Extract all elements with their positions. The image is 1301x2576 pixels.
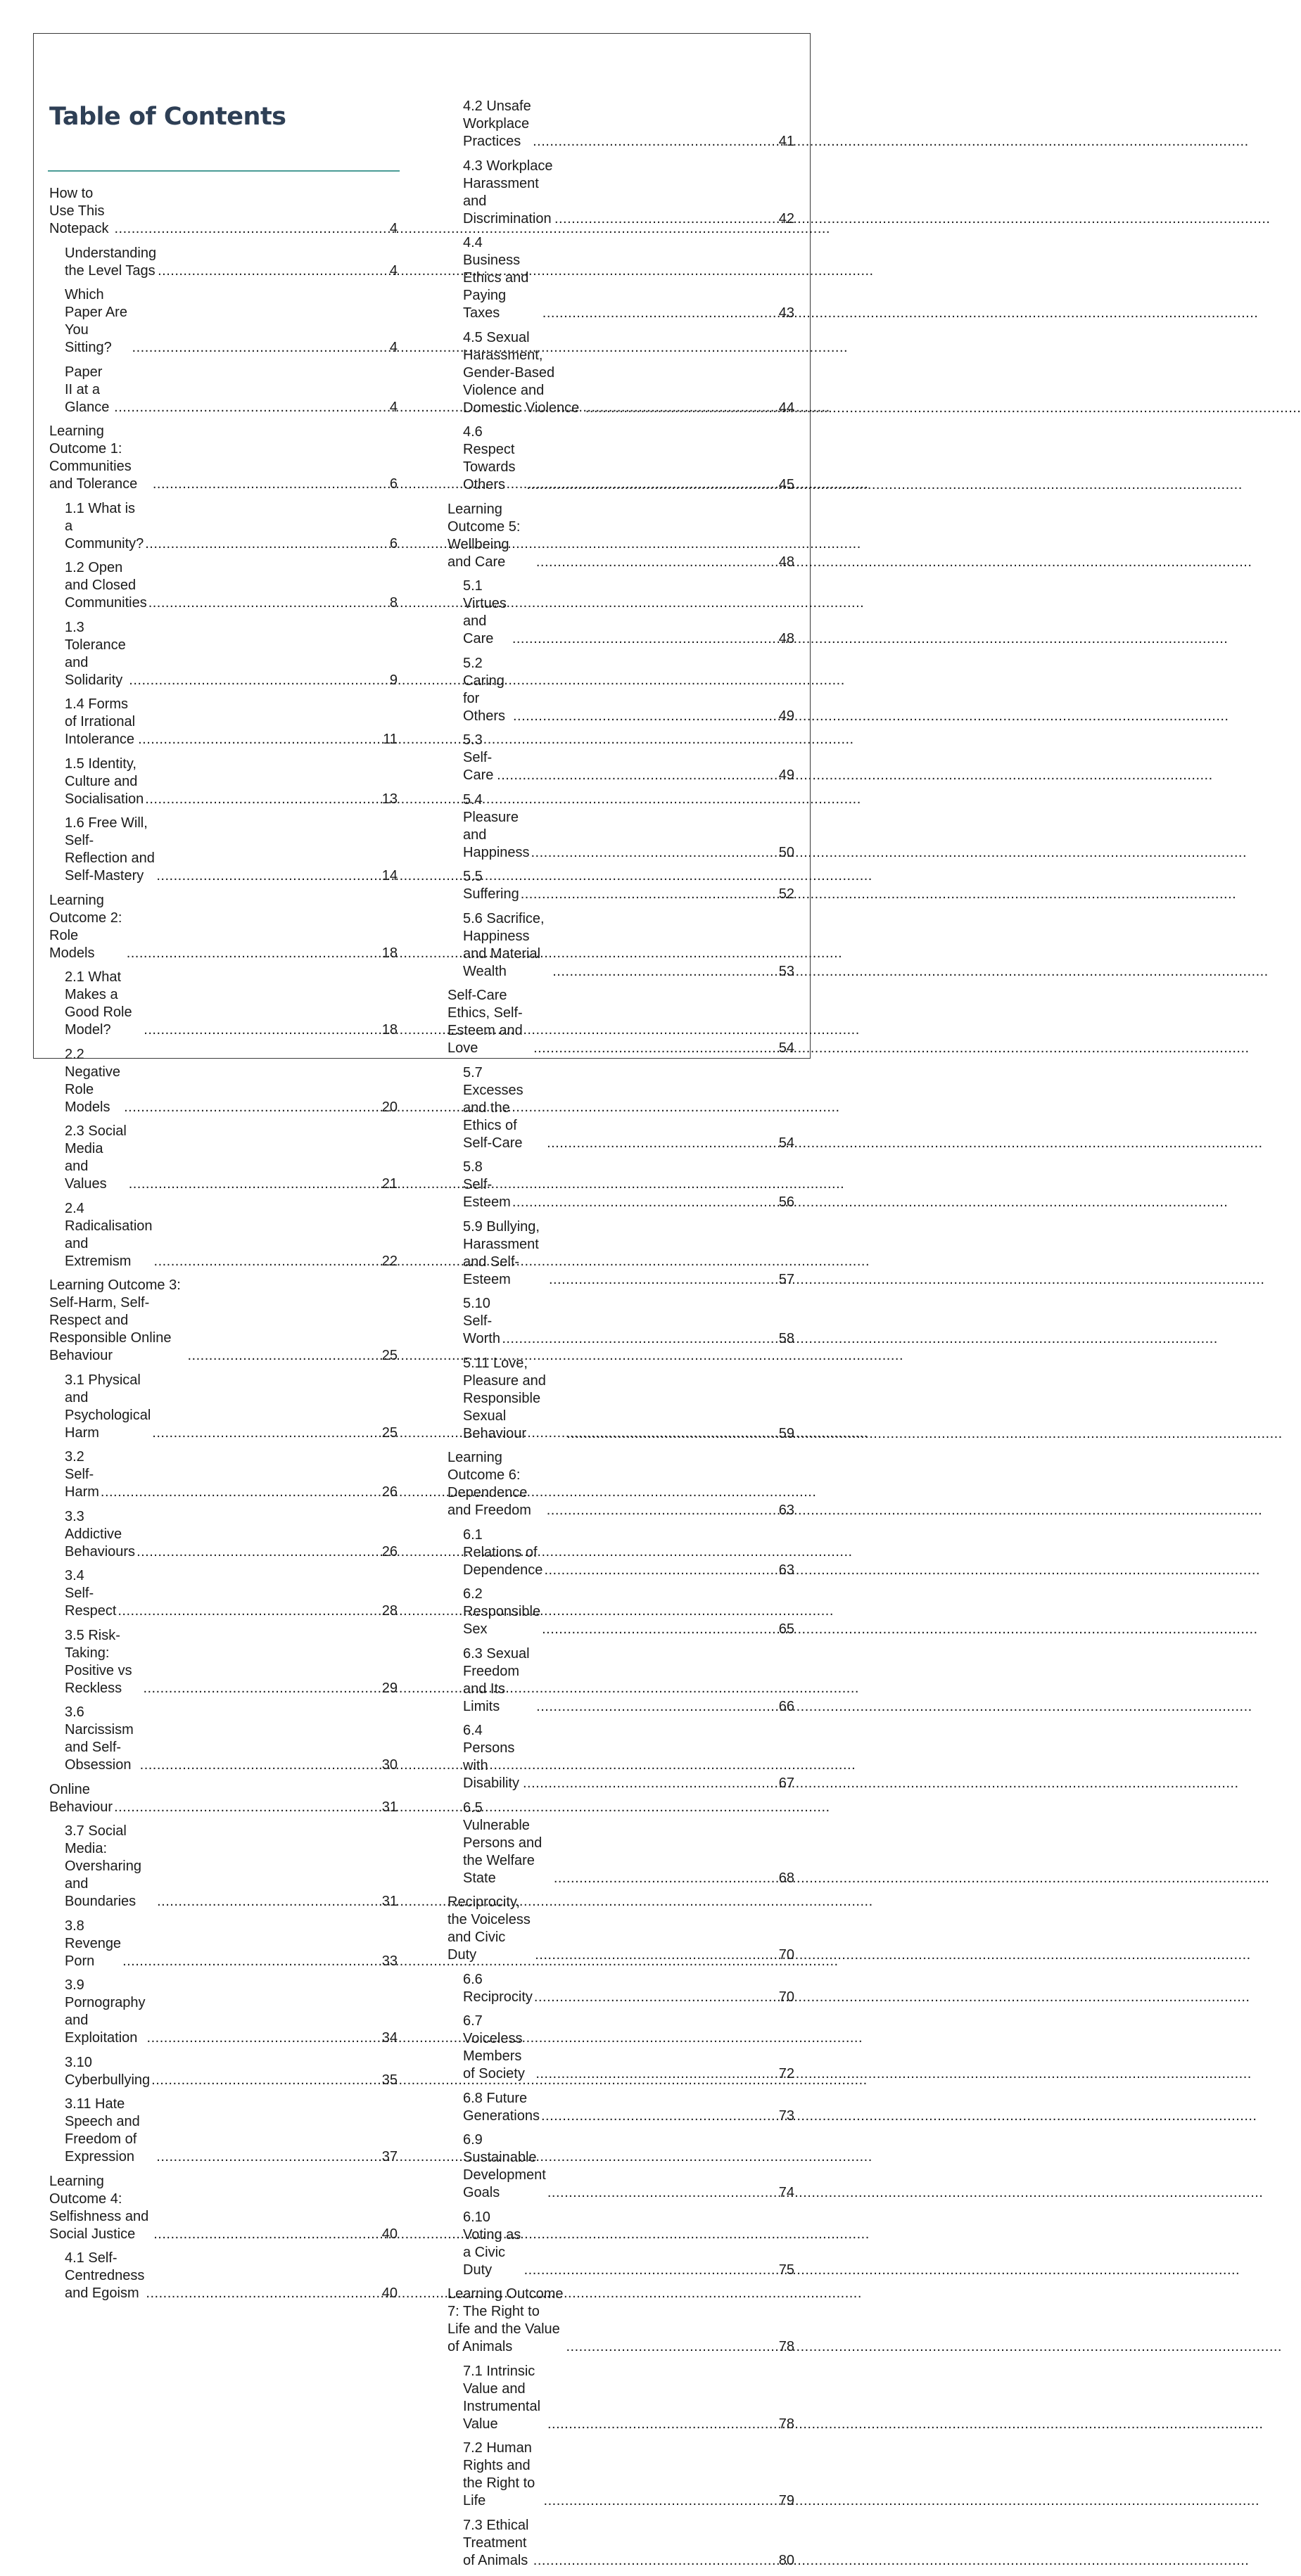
- toc-entry-title: 1.5 Identity, Culture and Socialisation: [65, 755, 144, 807]
- toc-entry-title: Learning Outcome 3: Self-Harm, Self-Respect and Responsible Online Behaviour: [49, 1277, 181, 1363]
- toc-entry-page-number: 20: [381, 1099, 398, 1115]
- toc-entry[interactable]: [448, 1799, 794, 1887]
- toc-entry[interactable]: [448, 2131, 794, 2202]
- toc-entry-page-number: 70: [778, 1989, 794, 2005]
- toc-entry[interactable]: [49, 1046, 398, 1116]
- dot-leader: [512, 630, 778, 648]
- dot-leader: [129, 672, 388, 689]
- toc-entry-page-number: 4: [389, 340, 398, 355]
- toc-entry-page-number: 26: [381, 1484, 398, 1500]
- toc-entry[interactable]: [49, 559, 398, 612]
- toc-entry-page-number: 33: [381, 1953, 398, 1969]
- toc-entry-page-number: 6: [389, 535, 398, 551]
- toc-entry-title: 6.5 Vulnerable Persons and the Welfare State: [463, 1799, 542, 1886]
- page-title: Table of Contents: [49, 103, 286, 131]
- toc-entry[interactable]: [49, 696, 398, 748]
- toc-entry-title: 6.9 Sustainable Development Goals: [463, 2132, 546, 2200]
- toc-entry-page-number: 11: [383, 732, 398, 747]
- toc-entry[interactable]: [448, 868, 794, 903]
- toc-entry[interactable]: [448, 1526, 794, 1579]
- toc-entry-title: 4.6 Respect Towards Others: [463, 424, 516, 492]
- toc-entry-page-number: 66: [778, 1698, 794, 1714]
- toc-entry-page-number: 50: [778, 844, 794, 860]
- toc-entry-page-number: 30: [381, 1757, 398, 1773]
- toc-entry-title: 3.2 Self-Harm: [65, 1449, 99, 1500]
- toc-entry-title: 3.3 Addictive Behaviours: [65, 1508, 136, 1560]
- toc-column-right: [448, 98, 794, 2576]
- toc-entry-title: 6.4 Persons with Disability: [463, 1723, 520, 1791]
- toc-entry-title: 5.11 Love, Pleasure and Responsible Sexual Behaviour: [463, 1355, 546, 1441]
- toc-entry-title: 5.9 Bullying, Harassment and Self-Esteem: [463, 1218, 540, 1287]
- toc-entry-title: 7.1 Intrinsic Value and Instrumental Value: [463, 2363, 541, 2432]
- toc-entry-page-number: 25: [381, 1348, 398, 1363]
- toc-entry-title: 2.1 What Makes a Good Role Model?: [65, 969, 132, 1038]
- dot-leader: [101, 1484, 381, 1501]
- toc-entry-title: 6.2 Responsible Sex: [463, 1586, 541, 1637]
- toc-entry-title: 1.3 Tolerance and Solidarity: [65, 619, 126, 688]
- toc-entry-page-number: 78: [778, 2416, 794, 2432]
- toc-entry[interactable]: [448, 1894, 794, 1964]
- toc-entry-page-number: 28: [381, 1603, 398, 1619]
- toc-entry-page-number: 18: [381, 1022, 398, 1038]
- dot-leader: [152, 1424, 380, 1442]
- dot-leader: [533, 2552, 778, 2570]
- toc-entry[interactable]: [448, 732, 794, 784]
- toc-entry[interactable]: [49, 1977, 398, 2047]
- toc-entry-title: 5.8 Self-Esteem: [463, 1159, 511, 1210]
- toc-entry-page-number: 40: [381, 2285, 398, 2301]
- toc-entry-title: 6.8 Future Generations: [463, 2090, 540, 2124]
- toc-entry[interactable]: [448, 1645, 794, 1716]
- toc-entry-title: 1.6 Free Will, Self-Reflection and Self-Mastery: [65, 815, 155, 884]
- toc-entry-page-number: 63: [778, 1562, 794, 1578]
- toc-entry-title: 4.2 Unsafe Workplace Practices: [463, 98, 531, 149]
- toc-entry-title: 3.5 Risk-Taking: Positive vs Reckless: [65, 1627, 132, 1696]
- dot-leader: [497, 767, 778, 784]
- toc-entry-page-number: 35: [381, 2072, 398, 2088]
- toc-entry-title: 6.10 Voting as a Civic Duty: [463, 2209, 521, 2278]
- toc-entry[interactable]: [448, 98, 794, 151]
- toc-entry-page-number: 34: [381, 2030, 398, 2046]
- toc-entry-page-number: 37: [381, 2149, 398, 2164]
- toc-entry[interactable]: [49, 619, 398, 689]
- toc-entry[interactable]: [448, 1159, 794, 1211]
- toc-entry[interactable]: [448, 1295, 794, 1348]
- toc-entry-title: 4.5 Sexual Harassment, Gender-Based Violence and Domestic Violence: [463, 329, 580, 416]
- toc-entry[interactable]: [49, 500, 398, 553]
- toc-entry-page-number: 54: [778, 1135, 794, 1151]
- dot-leader: [524, 2262, 778, 2279]
- toc-entry[interactable]: [49, 1508, 398, 1561]
- toc-entry[interactable]: [49, 892, 398, 962]
- dot-leader: [137, 1543, 381, 1561]
- toc-entry[interactable]: [448, 423, 794, 494]
- toc-entry-title: Self-Care Ethics, Self-Esteem and Love: [448, 988, 523, 1056]
- dot-leader: [151, 2072, 381, 2089]
- toc-entry-page-number: 70: [778, 1947, 794, 1963]
- toc-entry-title: 6.3 Sexual Freedom and Its Limits: [463, 1645, 530, 1714]
- toc-entry-page-number: 72: [778, 2066, 794, 2081]
- toc-entry-page-number: 67: [778, 1775, 794, 1791]
- toc-entry[interactable]: [448, 1355, 794, 1443]
- toc-entry-title: Learning Outcome 5: Wellbeing and Care: [448, 501, 521, 570]
- toc-entry-title: Learning Outcome 4: Selfishness and Social Justice: [49, 2173, 149, 2242]
- toc-entry-title: 2.3 Social Media and Values: [65, 1123, 127, 1192]
- toc-entry-title: 4.1 Self-Centredness and Egoism: [65, 2250, 145, 2301]
- dot-leader: [153, 476, 388, 493]
- toc-entry-page-number: 75: [778, 2262, 794, 2278]
- dot-leader: [552, 963, 778, 981]
- toc-entry-page-number: 56: [778, 1194, 794, 1210]
- toc-entry[interactable]: [448, 655, 794, 725]
- dot-leader: [544, 2492, 778, 2510]
- toc-entry[interactable]: [448, 1064, 794, 1152]
- toc-entry-page-number: 25: [381, 1424, 398, 1441]
- toc-entry-page-number: 21: [381, 1176, 398, 1192]
- dot-leader: [547, 2416, 778, 2433]
- toc-entry[interactable]: [448, 2209, 794, 2279]
- toc-entry-page-number: 43: [778, 305, 794, 321]
- dot-leader: [536, 554, 778, 571]
- toc-entry[interactable]: [448, 2013, 794, 2083]
- dot-leader: [547, 1135, 778, 1152]
- toc-entry[interactable]: [49, 1627, 398, 1697]
- dot-leader: [132, 339, 388, 357]
- dot-leader: [143, 1680, 380, 1697]
- toc-entry[interactable]: [49, 364, 398, 416]
- dot-leader: [124, 1099, 381, 1116]
- toc-entry[interactable]: [49, 1704, 398, 1774]
- toc-entry[interactable]: [49, 245, 398, 280]
- toc-entry-title: 7.3 Ethical Treatment of Animals: [463, 2517, 529, 2568]
- toc-entry-page-number: 79: [778, 2493, 794, 2508]
- toc-entry[interactable]: [448, 791, 794, 862]
- dot-leader: [156, 867, 380, 885]
- dot-leader: [129, 1175, 381, 1193]
- toc-entry-page-number: 74: [778, 2185, 794, 2200]
- toc-entry-page-number: 65: [778, 1621, 794, 1637]
- toc-entry-page-number: 54: [778, 1040, 794, 1056]
- dot-leader: [158, 262, 388, 280]
- toc-entry-title: Reciprocity, the Voiceless and Civic Duty: [448, 1894, 531, 1963]
- toc-entry-page-number: 9: [389, 672, 398, 688]
- toc-entry[interactable]: [49, 1277, 398, 1365]
- toc-entry-title: 4.3 Workplace Harassment and Discrimination: [463, 158, 553, 227]
- dot-leader: [145, 791, 380, 808]
- toc-entry[interactable]: [49, 2096, 398, 2166]
- dot-leader: [502, 1330, 777, 1348]
- dot-leader: [533, 133, 778, 151]
- toc-entry-title: How to Use This Notepack: [49, 186, 109, 236]
- toc-entry-page-number: 4: [389, 399, 398, 415]
- toc-entry-title: 1.4 Forms of Irrational Intolerance: [65, 696, 136, 747]
- toc-entry-title: 6.6 Reciprocity: [463, 1971, 533, 2005]
- toc-entry-title: 1.1 What is a Community?: [65, 500, 144, 551]
- dot-leader: [535, 1946, 778, 1964]
- toc-entry-page-number: 48: [778, 554, 794, 570]
- toc-entry-title: 5.10 Self-Worth: [463, 1296, 500, 1346]
- toc-entry-page-number: 58: [778, 1331, 794, 1346]
- toc-entry[interactable]: [49, 1448, 398, 1501]
- toc-entry-page-number: 4: [389, 262, 398, 279]
- toc-entry-title: 5.5 Suffering: [463, 869, 519, 902]
- toc-entry-title: Learning Outcome 1: Communities and Tolerance: [49, 423, 138, 492]
- toc-entry-page-number: 4: [389, 221, 398, 236]
- dot-leader: [147, 2029, 381, 2047]
- dot-leader: [157, 1893, 381, 1911]
- dot-leader: [127, 945, 381, 962]
- toc-entry-title: 5.6 Sacrifice, Happiness and Material Wealth: [463, 910, 545, 979]
- dot-leader: [566, 2338, 777, 2356]
- toc-entry-page-number: 63: [778, 1503, 794, 1518]
- toc-entry[interactable]: [448, 1722, 794, 1792]
- dot-leader: [122, 1953, 381, 1970]
- dot-leader: [523, 1775, 778, 1792]
- toc-entry-title: Which Paper Are You Sitting?: [65, 287, 127, 355]
- title-divider: [48, 170, 400, 172]
- toc-entry[interactable]: [448, 234, 794, 322]
- toc-entry-page-number: 44: [778, 400, 794, 416]
- toc-entry-title: Online Behaviour: [49, 1781, 113, 1815]
- toc-entry-title: 7.2 Human Rights and the Right to Life: [463, 2440, 535, 2508]
- toc-entry-title: Understanding the Level Tags: [65, 245, 157, 279]
- toc-entry-title: Learning Outcome 2: Role Models: [49, 892, 122, 961]
- toc-entry-title: 6.7 Voiceless Members of Society: [463, 2013, 525, 2081]
- dot-leader: [526, 476, 777, 494]
- dot-leader: [536, 1698, 778, 1716]
- dot-leader: [148, 594, 388, 612]
- dot-leader: [114, 1799, 381, 1816]
- toc-entry[interactable]: [448, 987, 794, 1057]
- toc-entry-title: 5.1 Virtues and Care: [463, 578, 507, 646]
- toc-entry[interactable]: [448, 158, 794, 228]
- toc-entry-page-number: 59: [778, 1425, 794, 1441]
- toc-entry[interactable]: [49, 1918, 398, 1970]
- dot-leader: [549, 1271, 778, 1289]
- toc-entry[interactable]: [49, 1200, 398, 1270]
- toc-entry-page-number: 14: [381, 868, 398, 884]
- toc-entry-title: Paper II at a Glance: [65, 364, 110, 415]
- dot-leader: [118, 1602, 380, 1620]
- toc-entry[interactable]: [49, 815, 398, 885]
- toc-entry[interactable]: [448, 2517, 794, 2570]
- toc-entry-title: 5.4 Pleasure and Happiness: [463, 791, 530, 860]
- toc-entry-title: 3.4 Self-Respect: [65, 1568, 117, 1619]
- dot-leader: [554, 210, 778, 228]
- toc-entry-title: 5.3 Self-Care: [463, 732, 494, 783]
- toc-entry-page-number: 45: [778, 477, 794, 492]
- toc-entry-title: 2.2 Negative Role Models: [65, 1046, 120, 1115]
- toc-entry-page-number: 29: [381, 1680, 398, 1696]
- dot-leader: [533, 1040, 778, 1057]
- toc-entry-title: 3.7 Social Media: Oversharing and Boundaries: [65, 1823, 141, 1909]
- dot-leader: [114, 220, 388, 238]
- toc-entry-page-number: 80: [778, 2552, 794, 2568]
- toc-entry-title: 5.2 Caring for Others: [463, 655, 506, 724]
- toc-entry[interactable]: [448, 1218, 794, 1289]
- toc-entry[interactable]: [448, 578, 794, 648]
- toc-entry[interactable]: [49, 286, 398, 357]
- dot-leader: [534, 1989, 778, 2006]
- toc-entry-page-number: 31: [381, 1799, 398, 1815]
- toc-entry-page-number: 6: [389, 476, 398, 492]
- toc-entry[interactable]: [448, 1971, 794, 2006]
- dot-leader: [153, 2226, 381, 2243]
- toc-entry-page-number: 13: [381, 791, 398, 807]
- toc-entry-page-number: 53: [778, 963, 794, 979]
- toc-entry-title: 2.4 Radicalisation and Extremism: [65, 1200, 153, 1269]
- dot-leader: [566, 1425, 778, 1443]
- dot-leader: [156, 2148, 380, 2166]
- dot-leader: [542, 1621, 778, 1638]
- toc-entry-page-number: 41: [778, 134, 794, 149]
- dot-leader: [542, 305, 778, 322]
- toc-entry[interactable]: [49, 2173, 398, 2243]
- toc-entry-title: 3.6 Narcissism and Self-Obsession: [65, 1704, 134, 1773]
- toc-entry-page-number: 49: [778, 767, 794, 783]
- toc-entry[interactable]: [448, 329, 794, 417]
- toc-entry-page-number: 31: [381, 1894, 398, 1909]
- toc-entry[interactable]: [448, 2285, 794, 2356]
- toc-entry-page-number: 73: [778, 2108, 794, 2124]
- dot-leader: [512, 1194, 778, 1211]
- dot-leader: [154, 1253, 381, 1270]
- toc-entry[interactable]: [448, 501, 794, 571]
- dot-leader: [547, 2184, 778, 2202]
- toc-entry-page-number: 49: [778, 708, 794, 724]
- toc-entry[interactable]: [448, 1449, 794, 1519]
- dot-leader: [585, 400, 778, 417]
- toc-entry-page-number: 22: [381, 1253, 398, 1269]
- toc-entry[interactable]: [49, 1781, 398, 1816]
- toc-entry-page-number: 68: [778, 1870, 794, 1886]
- toc-entry-title: 3.11 Hate Speech and Freedom of Expression: [65, 2096, 140, 2164]
- toc-entry[interactable]: [448, 2363, 794, 2433]
- toc-entry-page-number: 57: [778, 1271, 794, 1287]
- toc-entry[interactable]: [49, 2054, 398, 2089]
- toc-column-left: [49, 185, 398, 2309]
- toc-entry[interactable]: [49, 969, 398, 1039]
- toc-entry-title: 3.9 Pornography and Exploitation: [65, 1977, 146, 2046]
- toc-entry[interactable]: [49, 185, 398, 238]
- dot-leader: [187, 1347, 380, 1365]
- toc-entry-page-number: 40: [381, 2226, 398, 2242]
- toc-entry[interactable]: [49, 1567, 398, 1620]
- toc-entry[interactable]: [448, 1586, 794, 1638]
- toc-entry-page-number: 52: [778, 886, 794, 902]
- toc-entry[interactable]: [49, 2250, 398, 2302]
- toc-entry-title: 5.7 Excesses and the Ethics of Self-Care: [463, 1064, 523, 1151]
- dot-leader: [144, 1021, 380, 1039]
- dot-leader: [138, 731, 381, 748]
- toc-entry[interactable]: [49, 1823, 398, 1911]
- toc-entry-page-number: 26: [381, 1543, 398, 1560]
- toc-entry-title: Learning Outcome 6: Dependence and Freedom: [448, 1450, 531, 1518]
- toc-entry[interactable]: [448, 2090, 794, 2125]
- toc-entry-page-number: 8: [389, 595, 398, 611]
- toc-entry[interactable]: [49, 1123, 398, 1193]
- toc-entry-title: 3.10 Cyberbullying: [65, 2054, 151, 2088]
- dot-leader: [531, 844, 778, 862]
- toc-entry-title: Learning Outcome 7: The Right to Life and the Value of Animals: [448, 2286, 564, 2354]
- dot-leader: [521, 886, 778, 903]
- toc-entry-title: 3.1 Physical and Psychological Harm: [65, 1372, 151, 1441]
- toc-entry-title: 6.1 Relations of Dependence: [463, 1526, 543, 1578]
- dot-leader: [140, 1756, 381, 1774]
- toc-entry-page-number: 42: [778, 210, 794, 227]
- dot-leader: [554, 1870, 778, 1887]
- dot-leader: [114, 399, 388, 416]
- dot-leader: [145, 535, 388, 553]
- dot-leader: [146, 2285, 380, 2302]
- dot-leader: [513, 708, 778, 725]
- dot-leader: [544, 1562, 777, 1579]
- toc-entry[interactable]: [49, 423, 398, 493]
- toc-entry-title: 4.4 Business Ethics and Paying Taxes: [463, 235, 529, 321]
- toc-entry-page-number: 78: [778, 2339, 794, 2354]
- toc-entry-title: 3.8 Revenge Porn: [65, 1918, 122, 1969]
- toc-entry-title: 1.2 Open and Closed Communities: [65, 560, 147, 611]
- toc-entry[interactable]: [448, 2440, 794, 2510]
- dot-leader: [535, 2065, 777, 2083]
- toc-entry[interactable]: [49, 755, 398, 808]
- dot-leader: [541, 2108, 778, 2125]
- toc-entry-page-number: 18: [381, 945, 398, 961]
- dot-leader: [547, 1502, 778, 1519]
- toc-entry-page-number: 48: [778, 631, 794, 646]
- toc-entry[interactable]: [448, 910, 794, 981]
- toc-entry[interactable]: [49, 1372, 398, 1442]
